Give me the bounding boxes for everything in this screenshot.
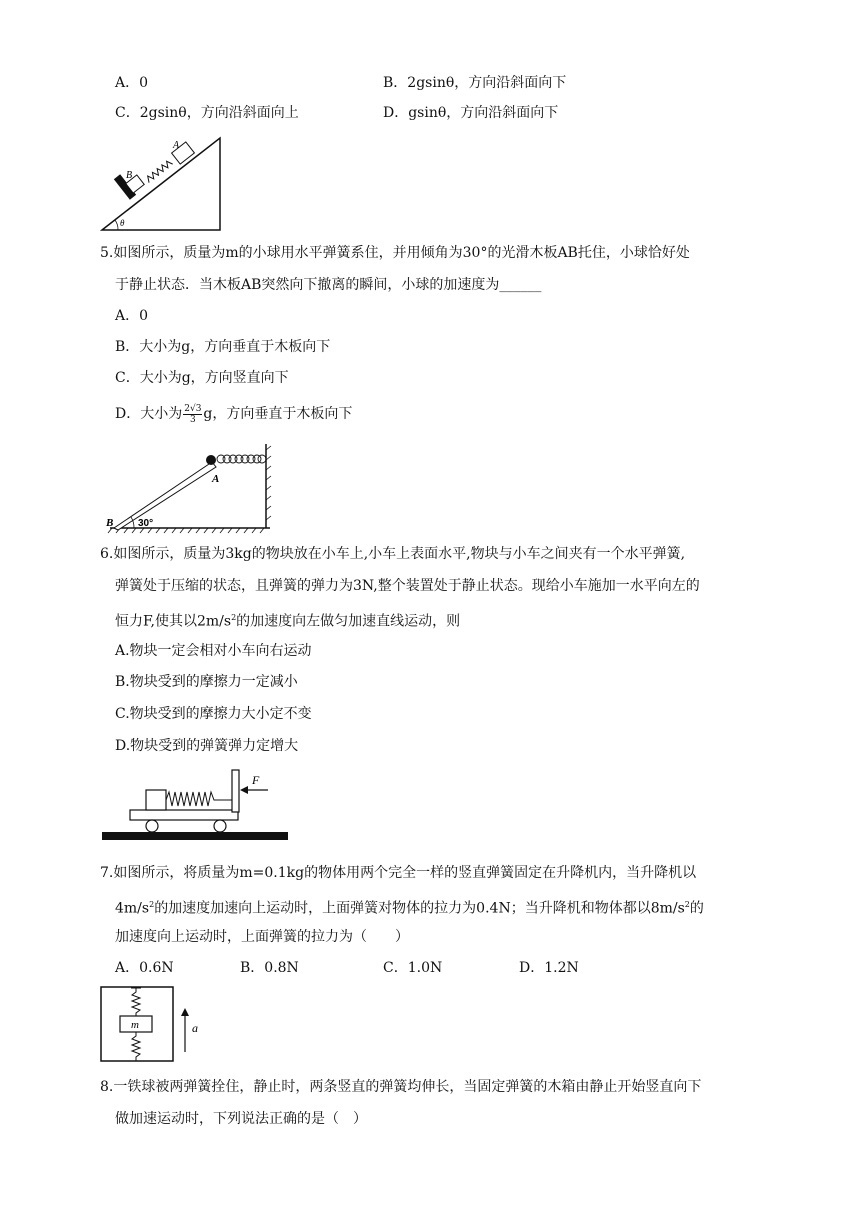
q7-label-m: m — [131, 1019, 139, 1031]
q5-option-b: B．大小为g，方向垂直于木板向下 — [115, 339, 331, 355]
q4-option-b: B．2gsinθ，方向沿斜面向下 — [383, 75, 567, 91]
q6-cart-figure — [100, 764, 290, 846]
q5-option-a: A．0 — [115, 308, 149, 324]
q6-stem-line3 — [115, 609, 460, 631]
q6-stem-line3-a: 恒力F,使其以2m/s — [115, 613, 232, 630]
q7-option-a: A．0.6N — [115, 960, 174, 976]
q4-label-theta: θ — [120, 218, 125, 228]
q4-label-a: A — [173, 140, 180, 151]
q7-stem-line2-sup1: 2 — [149, 900, 155, 909]
q6-stem-line2: 弹簧处于压缩的状态，且弹簧的弹力为3N,整个装置处于静止状态。现给小车施加一水平向左的 — [115, 578, 700, 594]
q8-stem-line2: 做加速运动时，下列说法正确的是（ ） — [115, 1111, 367, 1127]
q7-elevator-figure — [100, 986, 210, 1064]
q8-stem-line1: 8.一铁球被两弹簧拴住，静止时，两条竖直的弹簧均伸长，当固定弹簧的木箱由静止开始竖直向下 — [100, 1079, 702, 1095]
q4-option-c: C．2gsinθ，方向沿斜面向上 — [115, 105, 299, 121]
q7-stem-line2 — [115, 896, 704, 918]
q6-option-b: B.物块受到的摩擦力一定减小 — [115, 674, 298, 690]
q5-stem-line2: 于静止状态．当木板AB突然向下撤离的瞬间，小球的加速度为______ — [115, 277, 542, 293]
q5-option-d-suffix: g，方向垂直于木板向下 — [203, 406, 353, 422]
q6-label-f: F — [252, 773, 260, 787]
q4-option-d: D．gsinθ，方向沿斜面向下 — [383, 105, 559, 121]
q5-label-angle: 30° — [138, 518, 154, 529]
q5-board-figure — [100, 440, 280, 536]
q6-stem-line1: 6.如图所示，质量为3kg的物块放在小车上,小车上表面水平,物块与小车之间夹有一个水平弹簧, — [100, 546, 686, 562]
q6-option-d: D.物块受到的弹簧弹力定增大 — [115, 738, 299, 754]
q4-incline-figure — [100, 134, 230, 234]
q7-option-c: C．1.0N — [383, 960, 443, 976]
q7-stem-line2-a: 4m/s — [115, 900, 150, 917]
q6-option-c: C.物块受到的摩擦力大小定不变 — [115, 706, 312, 722]
q5-stem-line1: 5.如图所示，质量为m的小球用水平弹簧系住，并用倾角为30°的光滑木板AB托住，小球恰好处 — [100, 245, 690, 261]
q7-stem-line2-sup2: 2 — [684, 900, 690, 909]
q7-stem-line2-b: 的加速度加速向上运动时，上面弹簧对物体的拉力为0.4N；当升降机和物体都以8m/s — [154, 900, 685, 917]
q5-option-d — [115, 401, 352, 427]
q7-option-d: D．1.2N — [519, 960, 579, 976]
q5-label-b: B — [106, 517, 114, 529]
q6-stem-line3-sup: 2 — [231, 613, 237, 622]
q7-label-a: a — [192, 1021, 198, 1035]
q5-option-d-fraction — [183, 404, 202, 425]
q7-stem-line1: 7.如图所示，将质量为m=0.1kg的物体用两个完全一样的竖直弹簧固定在升降机内，当升降机以 — [100, 865, 697, 881]
q4-option-a: A．0 — [115, 75, 149, 91]
q4-label-b: B — [126, 170, 133, 181]
q7-option-b: B．0.8N — [240, 960, 299, 976]
q6-option-a: A.物块一定会相对小车向右运动 — [115, 643, 312, 659]
q5-fraction-numerator: 2√3 — [184, 403, 202, 414]
q5-option-d-prefix: D．大小为 — [115, 406, 183, 422]
q6-stem-line3-b: 的加速度向左做匀加速直线运动，则 — [236, 613, 461, 630]
q7-stem-line2-c: 的 — [689, 900, 704, 917]
q7-stem-line3: 加速度向上运动时，上面弹簧的拉力为（ ） — [115, 929, 409, 945]
q5-fraction-denominator: 3 — [189, 414, 196, 425]
q5-option-c: C．大小为g，方向竖直向下 — [115, 370, 289, 386]
q5-label-a: A — [212, 473, 220, 485]
